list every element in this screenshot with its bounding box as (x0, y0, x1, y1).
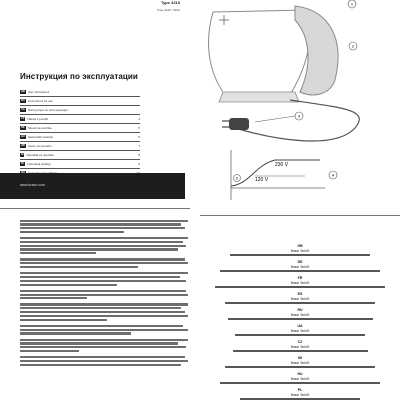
country-code: SK (297, 355, 303, 360)
text-paragraph (20, 339, 188, 353)
language-row (20, 142, 140, 151)
country-code: PL (297, 387, 303, 392)
country-code: ES (297, 291, 303, 296)
language-row (20, 106, 140, 115)
country-block (200, 372, 400, 384)
meta-line-1: Type 3215 (160, 0, 180, 5)
language-row (20, 133, 140, 142)
company-name: Braun GmbH (290, 249, 310, 253)
callout-5-label: 5 (236, 176, 238, 181)
text-paragraph (20, 325, 188, 335)
language-code: PL (21, 162, 25, 165)
band-url: www.braun.com (20, 183, 45, 187)
text-paragraph (20, 356, 188, 366)
document-title: Инструкция по эксплуатации (20, 72, 138, 81)
language-label: Instrukcja obsługi (27, 162, 51, 166)
country-block (200, 388, 400, 400)
language-label: Upute za uporabu (27, 144, 52, 148)
language-code: CZ (21, 117, 25, 120)
document-meta (120, 0, 180, 12)
country-block (200, 324, 400, 336)
callout-1-label: 1 (350, 1, 354, 7)
language-code: GB (21, 90, 25, 93)
text-paragraph (20, 290, 188, 300)
text-paragraph (20, 237, 188, 254)
company-name: Braun GmbH (290, 392, 310, 397)
text-paragraph (20, 258, 188, 268)
language-label: Use instructions (27, 90, 50, 94)
section-divider (0, 208, 190, 209)
country-code: GB (297, 244, 303, 248)
language-row (20, 151, 140, 160)
country-block (200, 292, 400, 304)
text-paragraph (20, 220, 188, 234)
section-divider (200, 215, 400, 216)
language-label: Használati utasítás (27, 135, 54, 139)
company-name: Braun GmbH (290, 376, 310, 381)
language-code: UA (21, 108, 25, 111)
country-block (200, 340, 400, 352)
language-code: SI (21, 153, 24, 156)
power-plug (229, 118, 249, 130)
language-label: Инструкция по эксплуатации (27, 108, 68, 112)
graph-label-120v: 120 V (255, 177, 269, 183)
kettle-diagram (195, 0, 400, 205)
language-row (20, 115, 140, 124)
company-name: Braun GmbH (290, 328, 310, 333)
language-code: RU (21, 99, 25, 102)
language-label: Návod na použitie (27, 126, 52, 130)
callout-3-label: 3 (297, 113, 301, 119)
callout-2-label: 2 (351, 43, 355, 49)
language-code: SK (21, 126, 25, 129)
country-block (200, 260, 400, 272)
country-code: UA (297, 323, 303, 328)
language-list (20, 88, 140, 178)
country-code: FR (297, 275, 303, 280)
company-name: Braun GmbH (290, 264, 310, 269)
country-list (200, 244, 400, 400)
language-code: HR (21, 144, 25, 147)
instructions-text-column (20, 218, 188, 370)
language-label: Instructions for use (27, 99, 54, 103)
language-page: 9 (138, 162, 140, 166)
language-row (20, 160, 140, 169)
language-page: 6 (138, 135, 140, 139)
country-block (200, 356, 400, 368)
language-page: 5 (138, 126, 140, 130)
company-name: Braun GmbH (290, 296, 310, 301)
company-name: Braun GmbH (290, 280, 310, 285)
country-code: DE (297, 259, 303, 264)
language-row (20, 124, 140, 133)
language-page: 4 (138, 117, 140, 121)
language-row (20, 88, 140, 97)
callout-4-label: 4 (331, 172, 335, 178)
company-name: Braun GmbH (290, 360, 310, 365)
country-code: HU (297, 371, 303, 376)
company-name: Braun GmbH (290, 344, 310, 349)
country-block (200, 276, 400, 288)
country-code: RU (297, 307, 303, 312)
language-code: HU (21, 135, 25, 138)
country-code: CZ (297, 339, 303, 344)
language-page: 7 (138, 144, 140, 148)
company-name: Braun GmbH (290, 312, 310, 317)
graph-label-230v: 230 V (275, 162, 289, 168)
language-label: Navodila za uporabo (26, 153, 54, 157)
language-page: 8 (138, 153, 140, 157)
kettle-base (219, 92, 299, 102)
language-label: Návod k použití (27, 117, 49, 121)
language-row (20, 97, 140, 106)
country-block (200, 244, 400, 256)
meta-line-2: Type 3215 / 3216 (156, 8, 180, 12)
text-paragraph (20, 272, 188, 286)
country-block (200, 308, 400, 320)
text-paragraph (20, 303, 188, 320)
power-cord (235, 100, 359, 141)
black-footer-band (0, 173, 185, 199)
